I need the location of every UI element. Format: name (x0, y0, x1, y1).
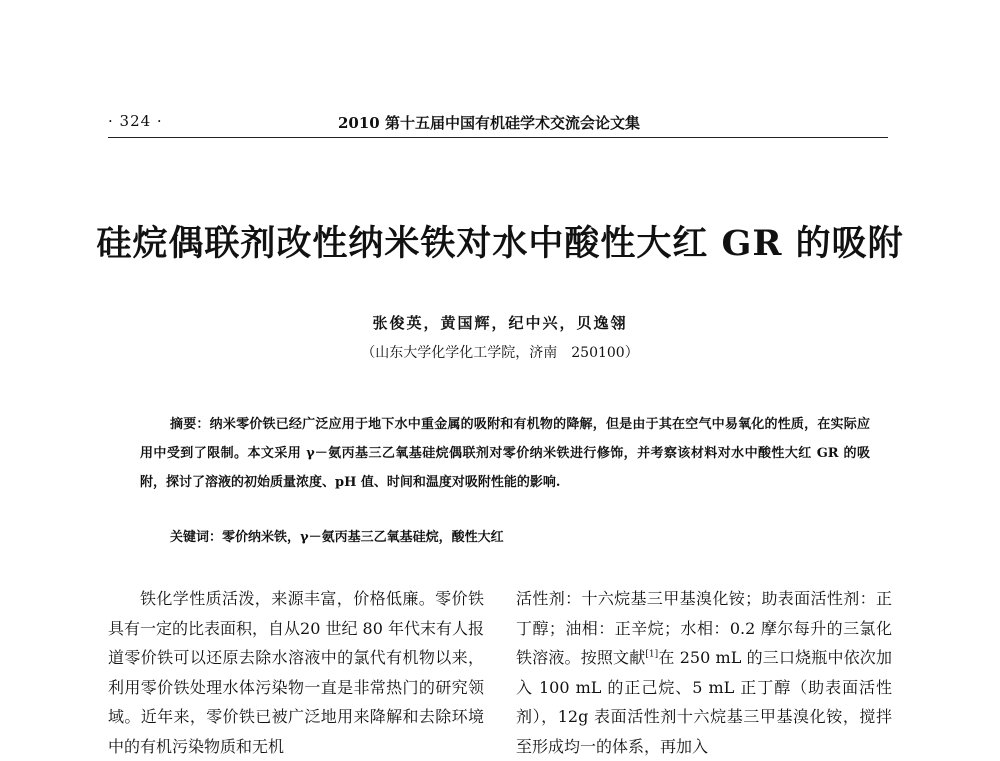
author-list: 张俊英，黄国辉，纪中兴，贝逸翎 (372, 314, 628, 332)
keywords (170, 526, 870, 545)
body-paragraph: 铁化学性质活泼，来源丰富，价格低廉。零价铁具有一定的比表面积，自从20 世纪 80 年代末有人报道零价铁可以还原去除水溶液中的氯代有机物以来，利用零价铁处理水体污染物一直是非常热门的研究领域。近年来，零价铁已被广泛地用来降解和去除环境中的有机污染物质和无机 (108, 589, 484, 756)
running-title: 2010 第十五届中国有机硅学术交流会论文集 (338, 114, 640, 132)
body-text: 活性剂：十六烷基三甲基溴化铵；助表面活性剂：正丁醇；油相：正辛烷；水相：0.2 摩尔每升的三氯化铁溶液。按照文献 (516, 589, 892, 667)
body-column-right (516, 584, 892, 761)
page-number: · 324 · (108, 112, 163, 130)
running-header (108, 108, 892, 138)
abstract-label: 摘要： (170, 417, 210, 432)
body-column-left (108, 584, 484, 761)
affiliation: （山东大学化学化工学院，济南 250100） (361, 345, 639, 361)
body-text: 在 250 mL 的三口烧瓶中依次加入 100 mL 的正己烷、5 mL 正丁醇（助表面活性剂），12g 表面活性剂十六烷基三甲基溴化铵，搅拌至形成均一的体系，再加入 (516, 648, 892, 756)
keywords-label: 关键词： (170, 530, 223, 545)
body-paragraph (516, 584, 892, 761)
header-rule (108, 137, 888, 138)
keywords-text: 零价纳米铁，γ－氨丙基三乙氧基硅烷，酸性大红 (222, 530, 504, 545)
abstract-text: 纳米零价铁已经广泛应用于地下水中重金属的吸附和有机物的降解，但是由于其在空气中易氧化的性质，在实际应用中受到了限制。本文采用 γ－氨丙基三乙氧基硅烷偶联剂对零价纳米铁进行修饰，并考察该材料对水中酸性大红 GR 的吸附，探讨了溶液的初始质量浓度、pH 值、时间和温度对吸附性能的影响. (140, 417, 870, 490)
abstract (140, 410, 870, 497)
paper-title: 硅烷偶联剂改性纳米铁对水中酸性大红 GR 的吸附 (96, 223, 904, 264)
reference-mark[interactable]: [1] (645, 649, 659, 660)
